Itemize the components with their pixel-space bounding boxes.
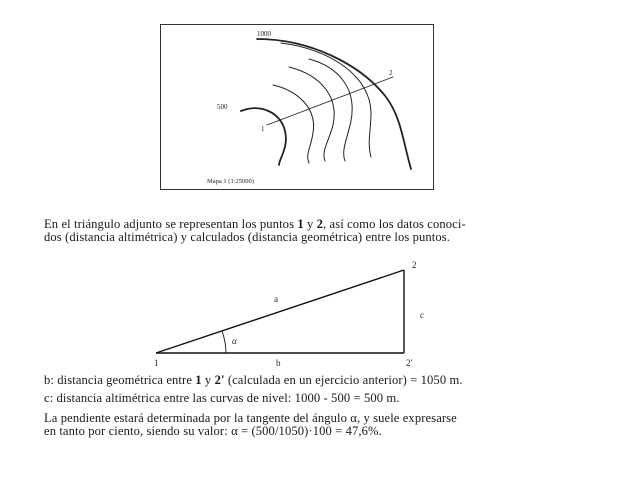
slope-paragraph xyxy=(44,412,624,438)
intro-line-2: dos (distancia altimétrica) y calculados (distancia geométrica) entre los puntos. xyxy=(44,230,451,244)
definition-b: b: distancia geométrica entre 1 y 2' (calculada en un ejercicio anterior) = 1050 m. xyxy=(44,373,463,387)
contour-line-1000 xyxy=(257,39,411,169)
definition-c: c: distancia altimétrica entre las curvas de nivel: 1000 - 500 = 500 m. xyxy=(44,391,400,405)
contour-label-1000: 1000 xyxy=(257,30,271,38)
map-point-2-label: 2 xyxy=(389,69,393,77)
triangle-side-b-label: b xyxy=(276,358,281,368)
contour-line-2 xyxy=(281,43,371,157)
slope-line-1: La pendiente estará determinada por la tangente del ángulo α, y suele expresarse xyxy=(44,411,457,425)
map-caption: Mapa 1 (1:25000) xyxy=(207,178,254,185)
slope-triangle-figure xyxy=(140,256,440,374)
map-point-1-label: 1 xyxy=(261,125,265,133)
angle-arc xyxy=(222,331,226,353)
triangle-angle-label: α xyxy=(232,336,237,346)
intro-line-1: En el triángulo adjunto se representan los puntos 1 y 2, así como los datos conoci- xyxy=(44,217,466,231)
triangle-vertex-1-label: 1 xyxy=(154,358,159,368)
contour-line-3 xyxy=(309,59,352,161)
contour-map-figure xyxy=(160,24,434,190)
triangle-side-a xyxy=(156,270,404,353)
triangle-vertex-2-label: 2 xyxy=(412,260,417,270)
triangle-side-c-label: c xyxy=(420,310,424,320)
slope-line-2: en tanto por ciento, siendo su valor: α = (500/1050)·100 = 47,6%. xyxy=(44,424,382,438)
contour-line-500 xyxy=(241,108,286,165)
intro-paragraph xyxy=(44,218,624,244)
contour-map-drawing xyxy=(161,25,433,189)
profile-line-1-2 xyxy=(267,77,393,125)
contour-label-500: 500 xyxy=(217,103,228,111)
triangle-vertex-2prime-label: 2' xyxy=(406,358,413,368)
slope-triangle-drawing xyxy=(140,256,440,374)
triangle-side-a-label: a xyxy=(274,294,278,304)
contour-line-5 xyxy=(273,85,314,163)
